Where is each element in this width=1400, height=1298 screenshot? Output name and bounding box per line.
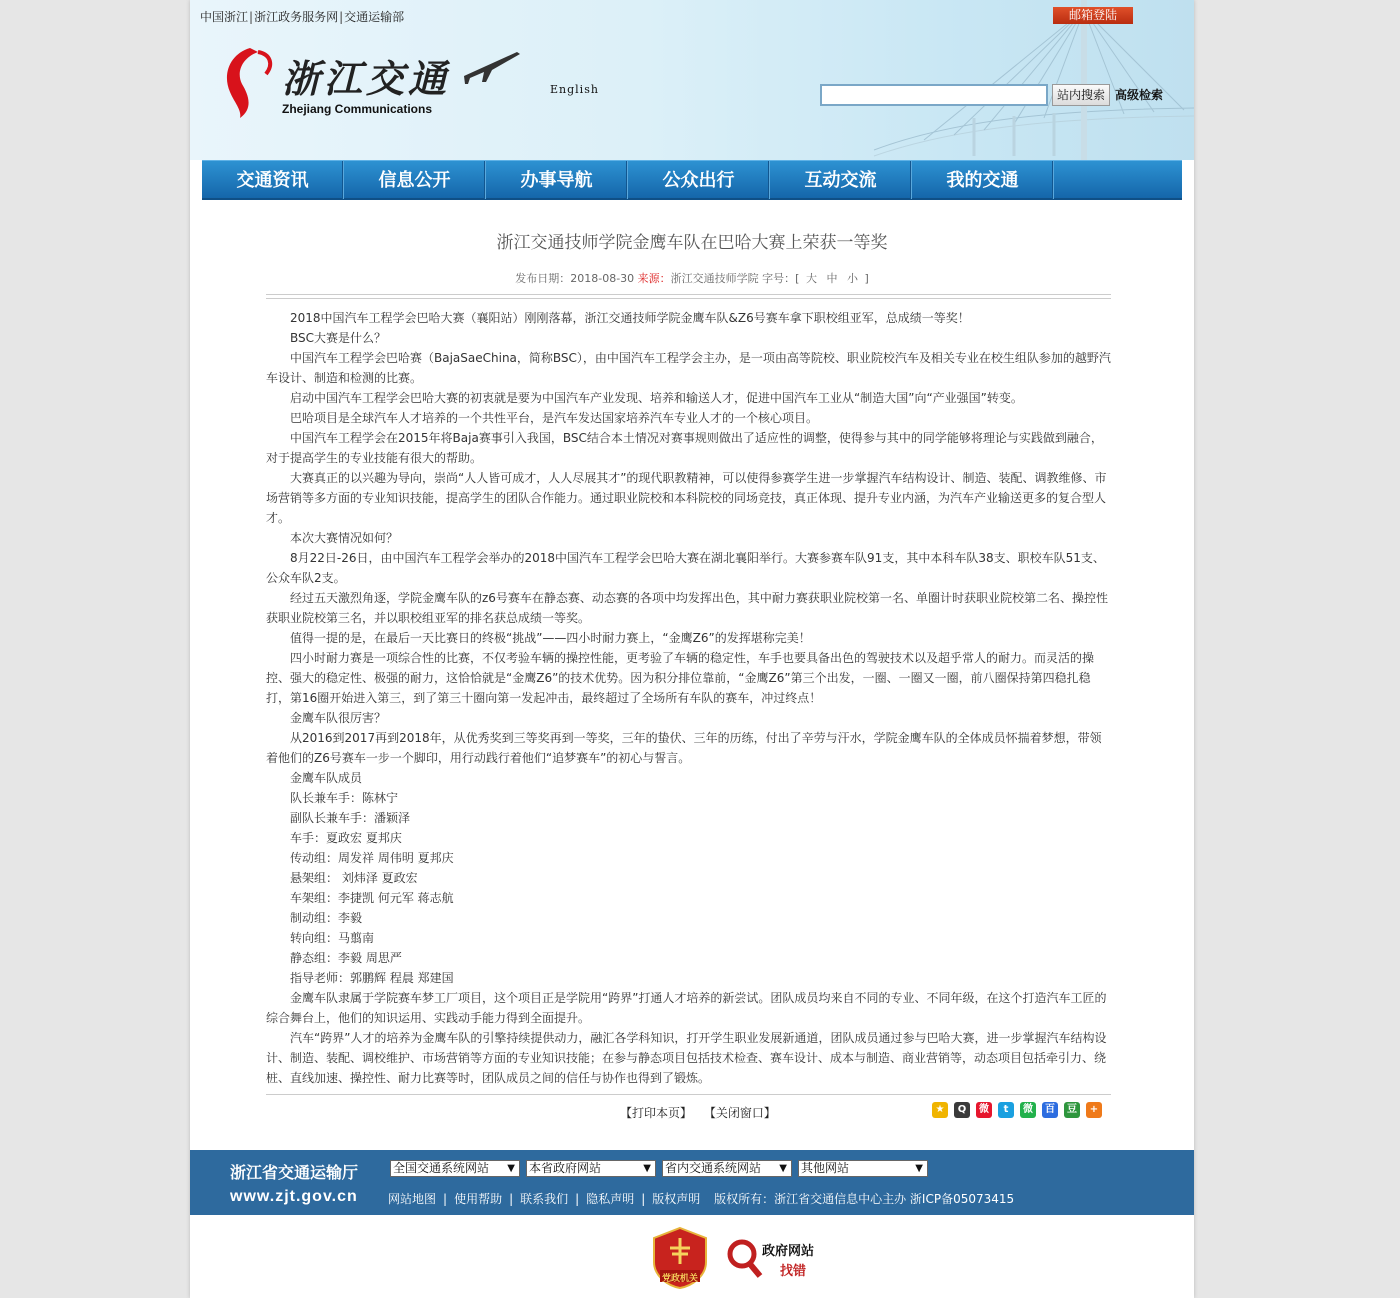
article-paragraph: 副队长兼车手：潘颖泽 [290, 811, 411, 825]
select-other-sites[interactable]: 其他网站 ▼ [798, 1160, 928, 1177]
font-size-large[interactable]: 大 [805, 272, 817, 285]
article-paragraph: 经过五天激烈角逐，学院金鹰车队的z6号赛车在静态赛、动态赛的各项中均发挥出色，其中耐力赛获职业院校第一名、单圈计时获职业院校第二名、操控性获职业院校第三名，并以职校组亚军的排名获总成绩一等奖。 [266, 591, 1108, 625]
douban-icon[interactable]: 豆 [1064, 1102, 1080, 1118]
footer-url: www.zjt.gov.cn [230, 1188, 358, 1205]
main-nav [202, 160, 1182, 200]
nav-item-travel[interactable]: 公众出行 [628, 161, 770, 199]
page [190, 0, 1194, 1298]
site-search-button[interactable]: 站内搜索 [1052, 84, 1110, 106]
article-paragraph: 四小时耐力赛是一项综合性的比赛，不仅考验车辆的操控性能，更考验了车辆的稳定性，车手也要具备出色的驾驶技术以及超乎常人的耐力。而灵活的操控、强大的稳定性、极强的耐力，这恰恰就是“金鹰Z6”的技术优势。因为积分排位靠前，“金鹰Z6”第三个出发，一圈、一圈又一圈，前八圈保持第四稳扎稳打，第16圈开始进入第三，到了第三十圈向第一发起冲击，最终超过了全场所有车队的赛车，冲过终点！ [266, 651, 1095, 705]
article-paragraph: 悬架组： 刘炜泽 夏政宏 [290, 871, 418, 885]
article-paragraph: 启动中国汽车工程学会巴哈大赛的初衷就是要为中国汽车产业发现、培养和输送人才，促进中国汽车工业从“制造大国”向“产业强国”转变。 [290, 391, 1023, 405]
font-size-end: ] [864, 272, 869, 285]
article-paragraph: 转向组：马翦南 [290, 931, 375, 945]
divider [266, 298, 1111, 299]
logo-text-cn: 浙江交通 [282, 56, 451, 101]
article-paragraph: 中国汽车工程学会在2015年将Baja赛事引入我国，BSC结合本土情况对赛事规则做出了适应性的调整，使得参与其中的同学能够将理论与实践做到融合，对于提高学生的专业技能有很大的帮助。 [266, 431, 1103, 465]
party-badge-label: 党政机关 [661, 1274, 698, 1284]
search-input[interactable] [820, 84, 1048, 106]
divider [266, 1094, 1111, 1095]
footer-link-privacy[interactable]: 隐私声明 [586, 1192, 635, 1206]
article-paragraph: 静态组：李毅 周思严 [290, 951, 402, 965]
select-national-sites[interactable]: 全国交通系统网站 ▼ [390, 1160, 520, 1177]
print-page-link[interactable]: 【打印本页】 [620, 1106, 693, 1120]
source-label: 来源： [637, 272, 671, 285]
top-links: 中国浙江|浙江政务服务网|交通运输部 [200, 10, 405, 24]
article-paragraph: BSC大赛是什么？ [290, 331, 387, 345]
wechat-icon[interactable]: 微 [1020, 1102, 1036, 1118]
mail-login-button[interactable]: 邮箱登陆 [1053, 7, 1133, 24]
magnifier-icon [724, 1236, 764, 1282]
sina-weibo-icon[interactable]: 微 [976, 1102, 992, 1118]
article-paragraph: 队长兼车手：陈林宁 [290, 791, 399, 805]
nav-item-info-disclosure[interactable]: 信息公开 [344, 161, 486, 199]
article-paragraph: 2018中国汽车工程学会巴哈大赛（襄阳站）刚刚落幕，浙江交通技师学院金鹰车队&Z6号赛车拿下职校组亚军，总成绩一等奖！ [290, 311, 970, 325]
gov-badge-title: 政府网站 [762, 1244, 815, 1259]
article-paragraph: 中国汽车工程学会巴哈赛（BajaSaeChina，简称BSC），由中国汽车工程学会主办，是一项由高等院校、职业院校汽车及相关专业在校生组队参加的越野汽车设计、制造和检测的比赛。 [266, 351, 1111, 385]
article-paragraph: 金鹰车队隶属于学院赛车梦工厂项目，这个项目正是学院用“跨界”打通人才培养的新尝试。团队成员均来自不同的专业、不同年级，在这个打造汽车工匠的综合舞台上，他们的知识运用、实践动手能力得到全面提升。 [266, 991, 1107, 1025]
logo-text-en: Zhejiang Communications [282, 102, 433, 116]
article-title: 浙江交通技师学院金鹰车队在巴哈大赛上荣获一等奖 [496, 233, 888, 253]
toplink-ministry[interactable]: 交通运输部 [344, 10, 405, 24]
divider [266, 294, 1111, 295]
bridge-illustration [834, 0, 1194, 160]
article-meta [190, 270, 1194, 286]
publish-date: 2018-08-30 [570, 272, 635, 285]
more-icon[interactable]: + [1086, 1102, 1102, 1118]
nav-item-interaction[interactable]: 互动交流 [770, 161, 912, 199]
article-paragraph: 指导老师：郭鹏辉 程晨 郑建国 [290, 971, 454, 985]
footer-link-copyright[interactable]: 版权声明 [652, 1192, 701, 1206]
date-label: 发布日期： [515, 272, 571, 285]
article-paragraph: 大赛真正的以兴趣为导向，崇尚“人人皆可成才，人人尽展其才”的现代职教精神，可以使得参赛学生进一步掌握汽车结构设计、制造、装配、调教维修、市场营销等多方面的专业知识技能，提高学生的团队合作能力。通过职业院校和本科院校的同场竞技，真正体现、提升专业内涵，为汽车产业输送更多的复合型人才。 [266, 471, 1107, 525]
footer-badges [652, 1226, 852, 1292]
logo-emblem-icon [220, 44, 276, 120]
article-paragraph: 金鹰车队很厉害？ [290, 711, 387, 725]
party-gov-badge[interactable] [652, 1226, 708, 1290]
article-paragraph: 车架组：李捷凯 何元军 蒋志航 [290, 891, 454, 905]
font-size-small[interactable]: 小 [846, 272, 858, 285]
nav-item-news[interactable]: 交通资讯 [202, 161, 344, 199]
nav-item-services[interactable]: 办事导航 [486, 161, 628, 199]
article-paragraph: 从2016到2017再到2018年，从优秀奖到三等奖再到一等奖，三年的蛰伏、三年的历练，付出了辛劳与汗水，学院金鹰车队的全体成员怀揣着梦想，带领着他们的Z6号赛车一步一个脚印，用行动践行着他们“追梦赛车”的初心与誓言。 [266, 731, 1102, 765]
article-paragraph: 值得一提的是，在最后一天比赛日的终极“挑战”——四小时耐力赛上，“金鹰Z6”的发挥堪称完美！ [290, 631, 811, 645]
select-province-gov-sites[interactable]: 本省政府网站 ▼ [526, 1160, 656, 1177]
article-tools [620, 1104, 784, 1121]
footer-links: 网站地图 | 使用帮助 | 联系我们 | 隐私声明 | 版权声明 版权所有：浙江省交通信息中心主办 浙ICP备05073415 [388, 1192, 1015, 1206]
article-paragraph: 汽车“跨界”人才的培养为金鹰车队的引擎持续提供动力，融汇各学科知识，打开学生职业发展新通道，团队成员通过参与巴哈大赛，进一步掌握汽车结构设计、制造、装配、调校维护、市场营销等方面的专业知识技能；在参与静态项目包括技术检查、赛车设计、成本与制造、商业营销等，动态项目包括牵引力、绕桩、直线加速、操控性、耐力比赛等时，团队成员之间的信任与协作也得到了锻炼。 [266, 1031, 1107, 1085]
font-size-medium[interactable]: 中 [826, 272, 838, 285]
article-paragraph: 本次大赛情况如何？ [290, 531, 399, 545]
footer-copyright: 版权所有：浙江省交通信息中心主办 浙ICP备05073415 [714, 1192, 1015, 1206]
article-paragraph: 制动组：李毅 [290, 911, 363, 925]
advanced-search-link[interactable]: 高级检索 [1115, 88, 1164, 102]
qzone-icon[interactable]: ★ [932, 1102, 948, 1118]
tencent-weibo-2-icon[interactable]: t [998, 1102, 1014, 1118]
footer [190, 1150, 1194, 1215]
font-size-label: 字号：[ [762, 272, 800, 285]
footer-link-contact[interactable]: 联系我们 [520, 1192, 569, 1206]
article-paragraph: 传动组：周发祥 周伟明 夏邦庆 [290, 851, 454, 865]
toplink-gov-service[interactable]: 浙江政务服务网 [254, 10, 339, 24]
english-link[interactable]: English [550, 83, 599, 96]
footer-link-sitemap[interactable]: 网站地图 [388, 1192, 437, 1206]
tencent-weibo-icon[interactable]: Q [954, 1102, 970, 1118]
airplane-icon [462, 46, 522, 86]
source: 浙江交通技师学院 [670, 272, 759, 285]
footer-link-help[interactable]: 使用帮助 [454, 1192, 503, 1206]
close-window-link[interactable]: 【关闭窗口】 [703, 1106, 776, 1120]
gov-site-error-report-badge[interactable] [724, 1236, 834, 1282]
toplink-zhejiang[interactable]: 中国浙江 [200, 10, 249, 24]
footer-org-name: 浙江省交通运输厅 [230, 1163, 359, 1182]
gov-badge-sub: 找错 [780, 1264, 807, 1279]
baidu-icon[interactable]: 百 [1042, 1102, 1058, 1118]
header [190, 0, 1194, 160]
article-body [266, 308, 1111, 1088]
select-province-transport-sites[interactable]: 省内交通系统网站 ▼ [662, 1160, 792, 1177]
article-paragraph: 金鹰车队成员 [290, 771, 363, 785]
article-paragraph: 8月22日-26日，由中国汽车工程学会举办的2018中国汽车工程学会巴哈大赛在湖北襄阳举行。大赛参赛车队91支，其中本科车队38支、职校车队51支、公众车队2支。 [266, 551, 1105, 585]
article-paragraph: 车手：夏政宏 夏邦庆 [290, 831, 402, 845]
nav-item-my-transport[interactable]: 我的交通 [912, 161, 1054, 199]
article-paragraph: 巴哈项目是全球汽车人才培养的一个共性平台，是汽车发达国家培养汽车专业人才的一个核心项目。 [290, 411, 819, 425]
share-bar [932, 1102, 1108, 1118]
